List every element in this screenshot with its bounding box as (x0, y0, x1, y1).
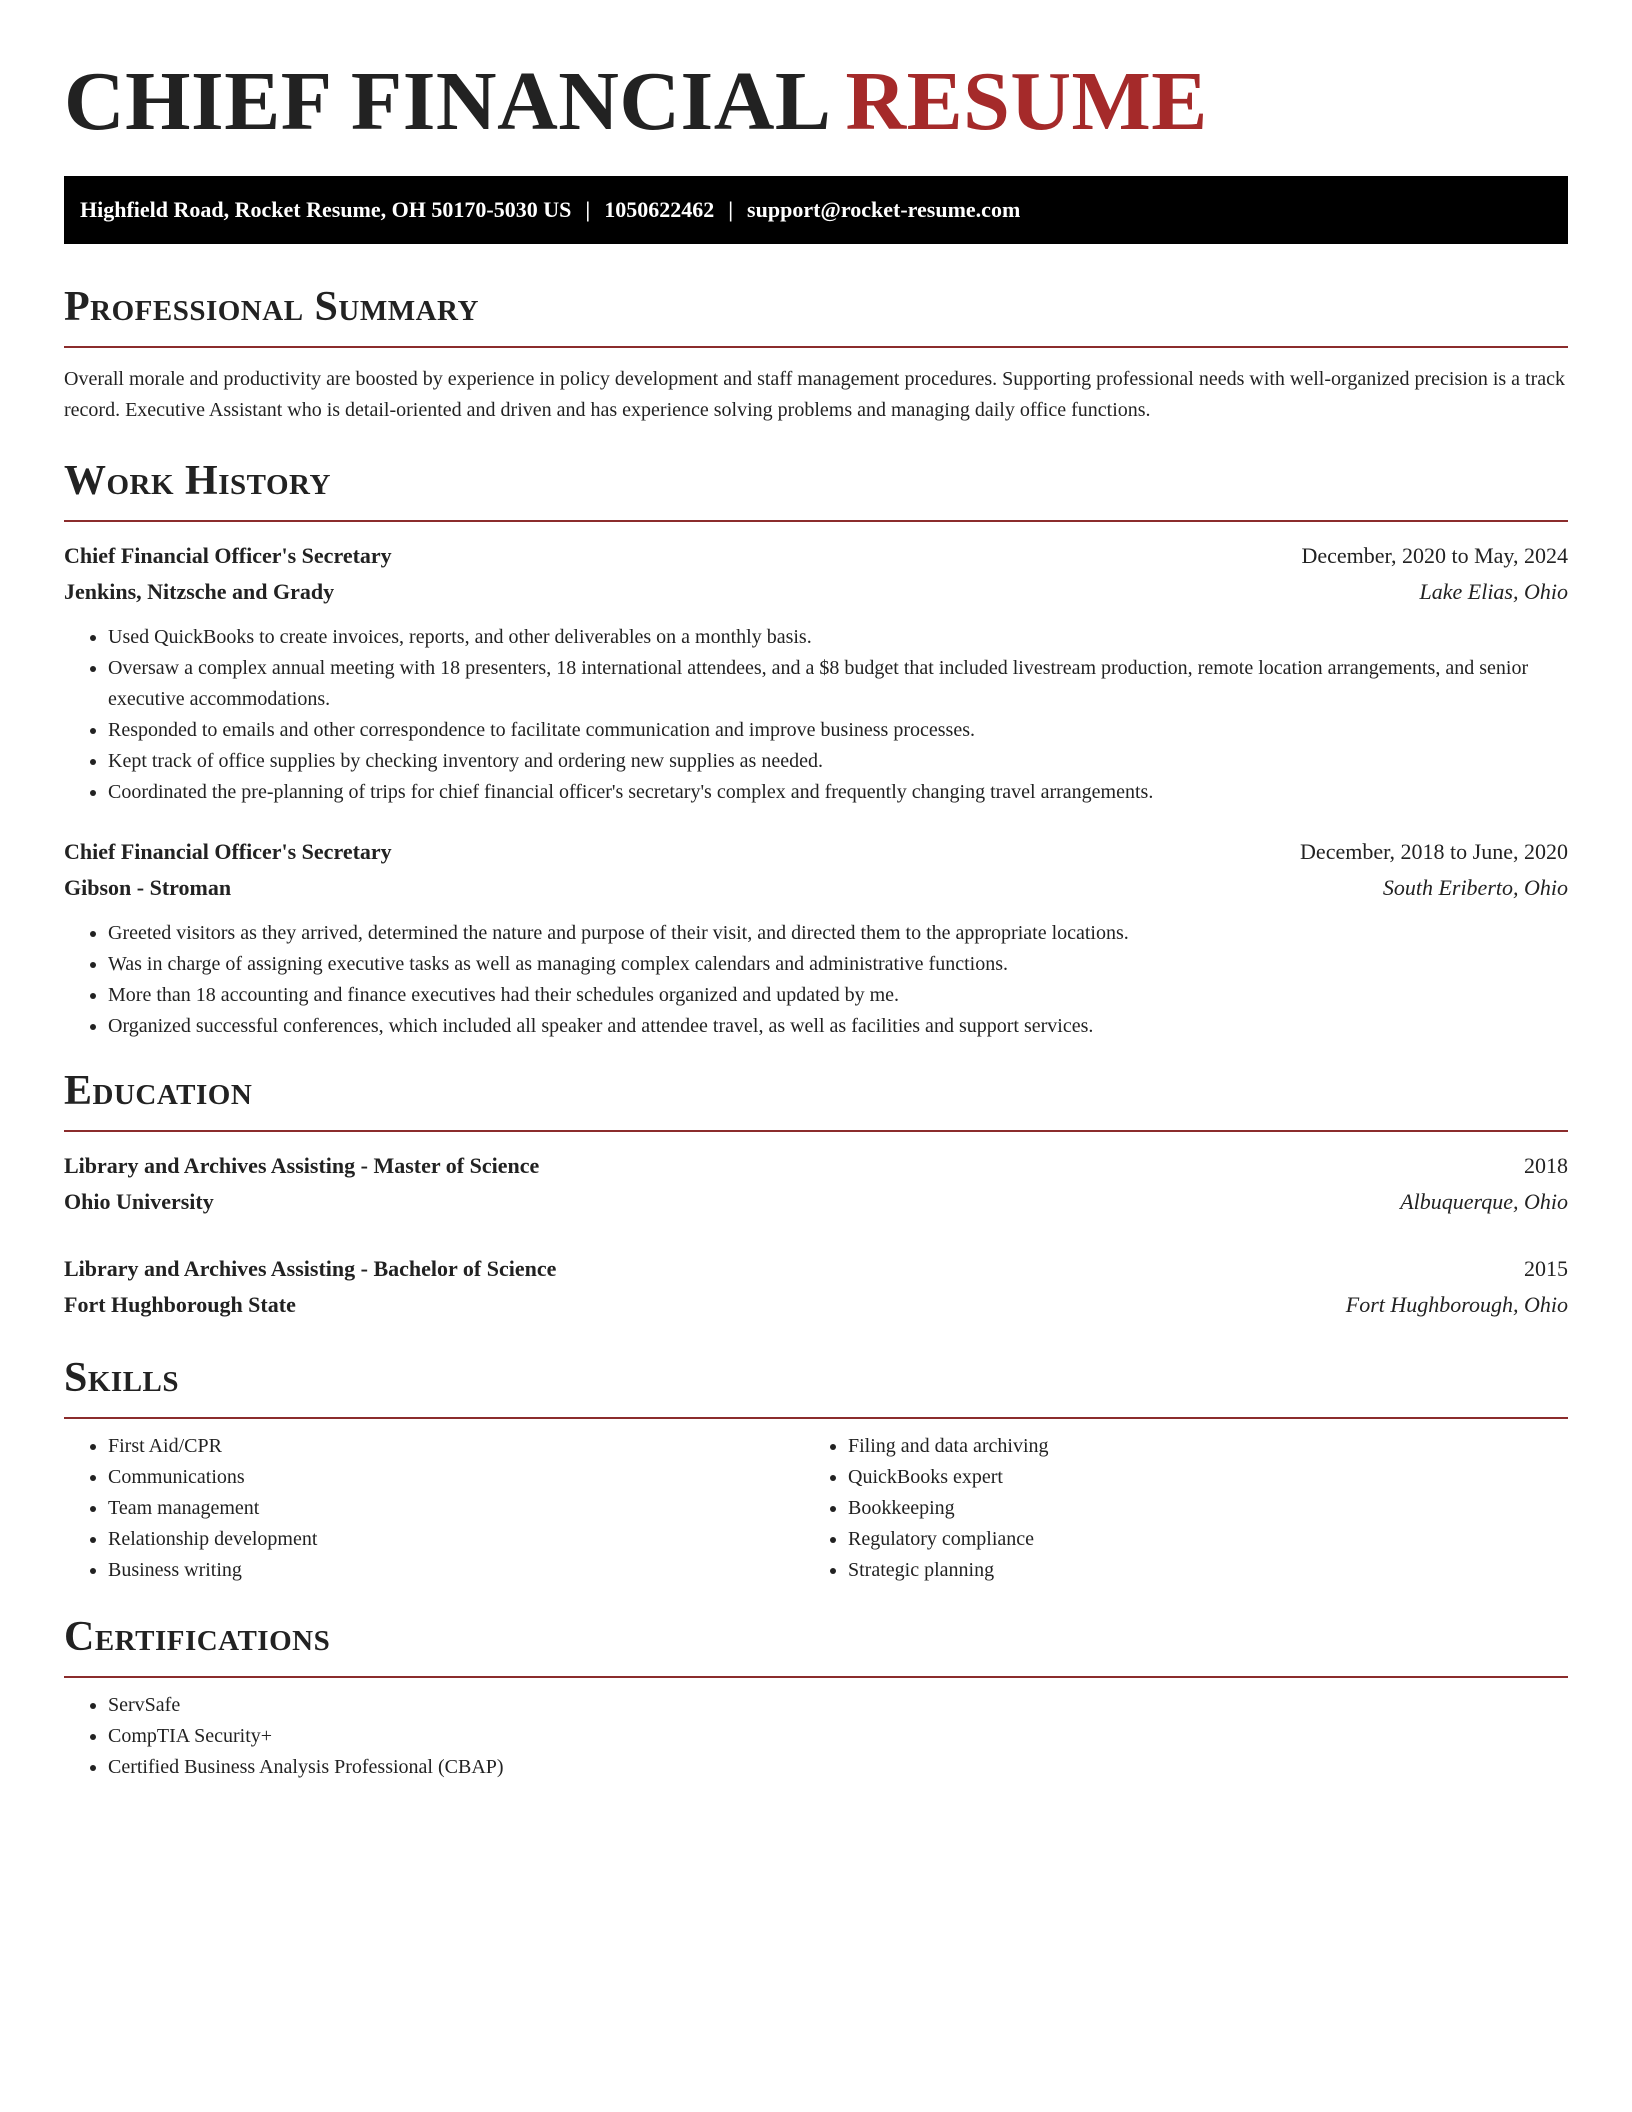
education-location: Albuquerque, Ohio (1400, 1189, 1568, 1214)
list-item: • Team management (108, 1493, 804, 1524)
list-item: • Relationship development (108, 1524, 804, 1555)
contact-bar (64, 176, 1568, 244)
section-divider (64, 1676, 1568, 1678)
resume-title (64, 0, 1568, 152)
list-item: • ServSafe (108, 1690, 1568, 1721)
education-subheader (64, 1287, 1568, 1323)
section-divider (64, 1417, 1568, 1419)
summary-text: Overall morale and productivity are boosted by experience in policy development and staff management procedures. Supporting professional needs with well-organized precision is a track record. Executive Assistant who is detail-oriented and driven and has experience solving problems and managing daily office functions. (64, 368, 1566, 421)
list-item: • Greeted visitors as they arrived, determined the nature and purpose of their visit, and directed them to the appropriate locations. (108, 918, 1568, 949)
list-item: • First Aid/CPR (108, 1431, 804, 1462)
certifications-list (64, 1690, 1568, 1783)
certifications-section (64, 1612, 1568, 1783)
summary-section (64, 282, 1568, 426)
job-dates: December, 2018 to June, 2020 (1300, 839, 1568, 864)
education-entry (64, 1251, 1568, 1323)
education-year: 2015 (1524, 1256, 1568, 1281)
education-school: Ohio University (64, 1189, 214, 1214)
contact-email: support@rocket-resume.com (747, 197, 1021, 222)
list-item: • Kept track of office supplies by checking inventory and ordering new supplies as needed. (108, 746, 1568, 777)
education-subheader (64, 1184, 1568, 1220)
job-bullets (64, 622, 1568, 808)
contact-separator: | (585, 197, 591, 222)
skills-section (64, 1353, 1568, 1586)
job-dates: December, 2020 to May, 2024 (1301, 543, 1568, 568)
list-item: • Bookkeeping (848, 1493, 1544, 1524)
section-divider (64, 520, 1568, 522)
job-entry (64, 538, 1568, 808)
list-item: • CompTIA Security+ (108, 1721, 1568, 1752)
work-history-section (64, 456, 1568, 1042)
section-heading-education: Education (64, 1068, 253, 1114)
list-item: • Oversaw a complex annual meeting with 18 presenters, 18 international attendees, and a $8 budget that included livestream production, remote location arrangements, and senior executive accommodations. (108, 653, 1568, 715)
job-title: Chief Financial Officer's Secretary (64, 839, 392, 864)
education-header (64, 1251, 1568, 1287)
job-location: Lake Elias, Ohio (1419, 579, 1568, 604)
section-heading-summary: Professional Summary (64, 284, 479, 330)
skills-list-right (804, 1431, 1544, 1586)
section-heading-work-history: Work History (64, 458, 331, 504)
contact-separator: | (728, 197, 734, 222)
title-accent: RESUME (845, 55, 1208, 148)
list-item: • Responded to emails and other correspondence to facilitate communication and improve business processes. (108, 715, 1568, 746)
job-location: South Eriberto, Ohio (1382, 875, 1568, 900)
job-subheader (64, 870, 1568, 906)
list-item: • Business writing (108, 1555, 804, 1586)
contact-address: Highfield Road, Rocket Resume, OH 50170-5030 US (80, 197, 572, 222)
job-subheader (64, 574, 1568, 610)
section-divider (64, 346, 1568, 348)
education-header (64, 1148, 1568, 1184)
list-item: • Strategic planning (848, 1555, 1544, 1586)
education-entry (64, 1148, 1568, 1220)
skills-list-left (64, 1431, 804, 1586)
list-item: • Certified Business Analysis Professional (CBAP) (108, 1752, 1568, 1783)
job-entry (64, 834, 1568, 1042)
job-header (64, 538, 1568, 574)
list-item: • Filing and data archiving (848, 1431, 1544, 1462)
job-bullets (64, 918, 1568, 1042)
education-degree: Library and Archives Assisting - Bachelor of Science (64, 1256, 557, 1281)
education-location: Fort Hughborough, Ohio (1345, 1292, 1568, 1317)
education-degree: Library and Archives Assisting - Master of Science (64, 1153, 540, 1178)
education-school: Fort Hughborough State (64, 1292, 296, 1317)
resume-page (64, 0, 1568, 1783)
job-company: Jenkins, Nitzsche and Grady (64, 579, 335, 604)
contact-phone: 1050622462 (604, 197, 715, 222)
list-item: • Communications (108, 1462, 804, 1493)
list-item: • QuickBooks expert (848, 1462, 1544, 1493)
job-header (64, 834, 1568, 870)
education-section (64, 1066, 1568, 1323)
section-heading-certifications: Certifications (64, 1614, 331, 1660)
list-item: • More than 18 accounting and finance executives had their schedules organized and updated by me. (108, 980, 1568, 1011)
list-item: • Was in charge of assigning executive tasks as well as managing complex calendars and administrative functions. (108, 949, 1568, 980)
skills-columns (64, 1431, 1568, 1586)
job-company: Gibson - Stroman (64, 875, 232, 900)
job-title: Chief Financial Officer's Secretary (64, 543, 392, 568)
list-item: • Organized successful conferences, which included all speaker and attendee travel, as well as facilities and support services. (108, 1011, 1568, 1042)
education-year: 2018 (1524, 1153, 1568, 1178)
list-item: • Used QuickBooks to create invoices, reports, and other deliverables on a monthly basis. (108, 622, 1568, 653)
section-divider (64, 1130, 1568, 1132)
list-item: • Coordinated the pre-planning of trips for chief financial officer's secretary's complex and frequently changing travel arrangements. (108, 777, 1568, 808)
title-main: CHIEF FINANCIAL (64, 55, 832, 148)
list-item: • Regulatory compliance (848, 1524, 1544, 1555)
section-heading-skills: Skills (64, 1355, 180, 1401)
